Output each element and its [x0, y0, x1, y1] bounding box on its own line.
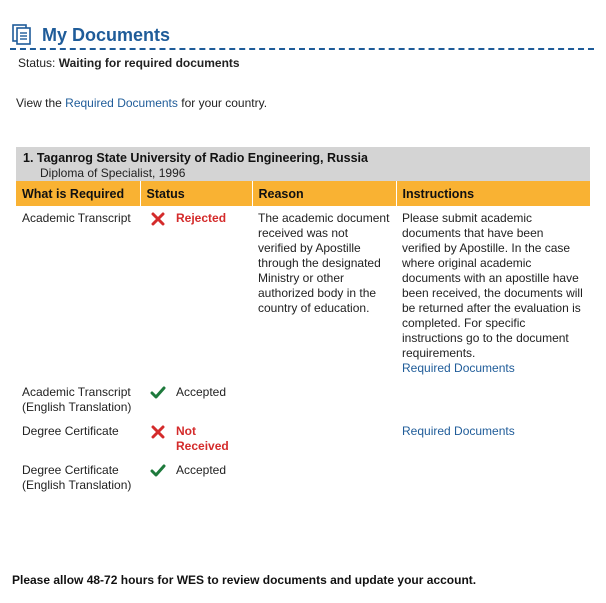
instructions-required-documents-link[interactable]: Required Documents — [402, 424, 515, 438]
instructions-cell — [396, 206, 590, 380]
status-cell — [146, 463, 246, 478]
required-item: Degree Certificate (English Translation) — [22, 463, 132, 492]
reason-cell — [252, 380, 396, 419]
required-item: Academic Transcript — [22, 211, 131, 225]
documents-icon — [11, 24, 33, 46]
check-mark-icon — [150, 386, 166, 400]
table-row — [16, 458, 590, 497]
status-label: Status: — [18, 56, 56, 70]
x-mark-icon — [150, 425, 166, 439]
x-mark-icon — [150, 212, 166, 226]
institution-header — [16, 147, 590, 181]
required-item: Academic Transcript (English Translation) — [22, 385, 132, 414]
view-prefix: View the — [16, 96, 62, 110]
required-documents-link[interactable]: Required Documents — [65, 96, 178, 110]
status-text: Not Received — [176, 424, 229, 453]
column-reason: Reason — [252, 181, 396, 206]
table-row — [16, 380, 590, 419]
page-header — [10, 24, 594, 50]
status-text: Accepted — [176, 385, 227, 399]
page-title: My Documents — [42, 25, 171, 45]
column-status: Status — [140, 181, 252, 206]
status-cell — [146, 424, 246, 454]
instructions-cell — [396, 380, 590, 419]
status-cell — [146, 385, 246, 400]
check-mark-icon — [150, 464, 166, 478]
table-row — [16, 206, 590, 380]
institution-degree: Diploma of Specialist, 1996 — [40, 166, 186, 180]
column-what-is-required: What is Required — [16, 181, 140, 206]
requirements-table — [16, 181, 590, 497]
reason-cell: The academic document received was not verified by Apostille through the designated Ministry or other authorized body in the country of education. — [258, 211, 390, 315]
status-line — [18, 56, 240, 70]
required-item: Degree Certificate — [22, 424, 119, 438]
column-instructions: Instructions — [396, 181, 590, 206]
status-cell — [146, 211, 246, 226]
institution-block — [16, 147, 590, 497]
footer-note: Please allow 48-72 hours for WES to review documents and update your account. — [12, 573, 477, 587]
status-text: Accepted — [176, 463, 227, 477]
view-suffix: for your country. — [181, 96, 268, 110]
instructions-cell — [396, 458, 590, 497]
instructions-required-documents-link[interactable]: Required Documents — [402, 361, 515, 375]
reason-cell — [252, 419, 396, 458]
view-line — [16, 96, 267, 110]
status-text: Rejected — [176, 211, 227, 225]
instructions-cell — [396, 419, 590, 458]
institution-name: 1. Taganrog State University of Radio Engineering, Russia — [23, 151, 368, 165]
table-header-row — [16, 181, 590, 206]
reason-cell — [252, 458, 396, 497]
instructions-text: Please submit academic documents that have been verified by Apostille. In the case where original academic documents with an apostille have been received, the documents will be returned after the evaluation is completed. For specific instructions go to the document requirements. — [402, 211, 583, 360]
table-row — [16, 419, 590, 458]
status-value: Waiting for required documents — [58, 56, 240, 70]
